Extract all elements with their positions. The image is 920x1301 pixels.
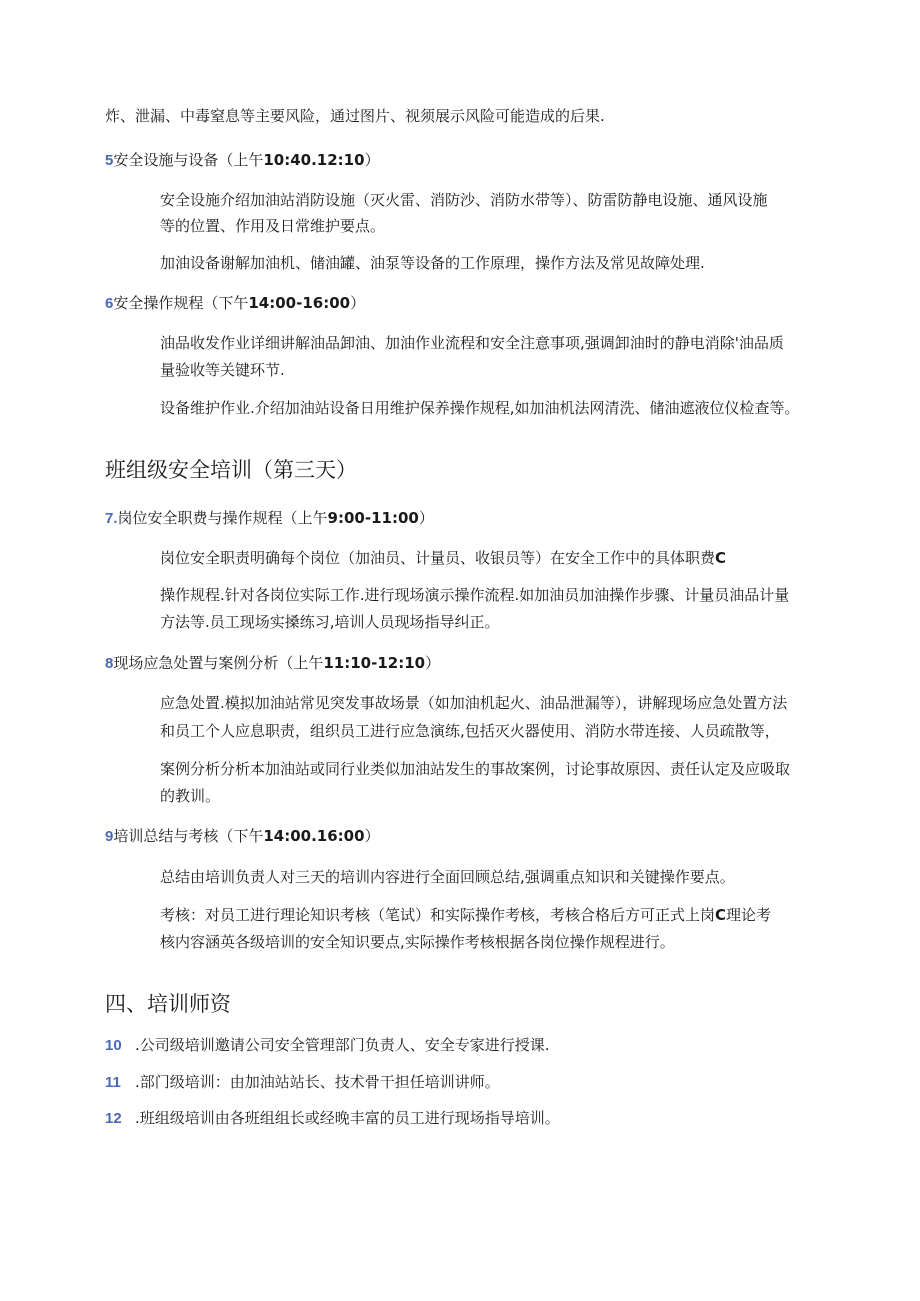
section-7-close: ） — [418, 509, 434, 527]
section-6-p2-line1: 设备维护作业.介绍加油站设备日用维护保养操作规程,如加油机法网清洗、储油遮液位仪检查等。 — [160, 399, 800, 417]
section-9-p2-text-c: 理论考 — [726, 906, 772, 924]
teacher-item-number: 10 — [105, 1037, 122, 1054]
section-7-p1-text: 岗位安全职责明确每个岗位（加油员、计量员、收银员等）在安全工作中的具体职费 — [160, 549, 716, 567]
intro-line: 炸、泄漏、中毒窒息等主要风险，通过图片、视须展示风险可能造成的后果. — [105, 107, 605, 125]
section-7-p1-end: C — [715, 549, 727, 567]
teacher-item-number: 12 — [105, 1110, 122, 1127]
section-7-heading — [105, 508, 434, 529]
section-7-p1-line1 — [160, 548, 726, 568]
section-5-number: 5 — [105, 152, 114, 169]
section-5-p1-line1: 安全设施介绍加油站消防设施（灭火雷、消防沙、消防水带等）、防雷防静电设施、通风设施 — [160, 191, 768, 209]
section-9-p2-text-b: C — [715, 906, 727, 924]
section-6-close: ） — [350, 294, 366, 312]
section-8-p2-line2: 的教训。 — [160, 787, 221, 805]
section-8-time: 11:10-12:10 — [323, 654, 426, 672]
teacher-item-text: .公司级培训邀请公司安全管理部门负责人、安全专家进行授课. — [135, 1036, 550, 1054]
section-5-time: 10:40.12:10 — [263, 151, 365, 169]
section-5-close: ） — [364, 151, 380, 169]
section-6-p1-line1: 油品收发作业详细讲解油品卸油、加油作业流程和安全注意事项,强调卸油时的静电消除'油品质 — [160, 334, 784, 352]
section-5-p1-line2: 等的位置、作用及日常维护要点。 — [160, 217, 386, 235]
section-6-p1-line2: 量验收等关键环节. — [160, 361, 285, 379]
section-8-p2-line1: 案例分析分析本加油站或同行业类似加油站发生的事故案例，讨论事故原因、责任认定及应吸取 — [160, 760, 791, 778]
teacher-item-number: 11 — [105, 1074, 121, 1091]
section-9-p2-line2: 核内容涵英各级培训的安全知识要点,实际操作考核根据各岗位操作规程进行。 — [160, 933, 675, 951]
section-6-number: 6 — [105, 295, 114, 312]
teacher-item — [105, 1035, 550, 1056]
section-9-title: 培训总结与考核（下午 — [113, 827, 264, 845]
section-6-title: 安全操作规程（下午 — [113, 294, 249, 312]
teacher-item — [105, 1108, 560, 1129]
section-8-number: 8 — [105, 655, 114, 672]
section-9-p1-line1: 总结由培训负责人对三天的培训内容进行全面回顾总结,强调重点知识和关键操作要点。 — [160, 868, 735, 886]
teacher-item-text: .班组级培训由各班组组长或经晚丰富的员工进行现场指导培训。 — [135, 1109, 560, 1127]
teachers-heading: 四、培训师资 — [105, 992, 231, 1016]
section-9-close: ） — [364, 827, 380, 845]
section-7-p2-line2: 方法等.员工现场实搡练习,培训人员现场指导纠正。 — [160, 613, 500, 631]
section-7-number: 7. — [105, 510, 118, 527]
section-9-time: 14:00.16:00 — [263, 827, 365, 845]
section-8-p1-line2: 和员工个人应息职责，组织员工进行应急演练,包括灭火器使用、消防水带连接、人员疏散等， — [160, 722, 780, 740]
section-7-p2-line1: 操作规程.针对各岗位实际工作.进行现场演示操作流程.如加油员加油操作步骤、计量员油品计量 — [160, 586, 790, 604]
teacher-item — [105, 1072, 500, 1093]
section-8-p1-line1: 应急处置.模拟加油站常见突发事故场景（如加油机起火、油品泄漏等），讲解现场应急处置方法 — [160, 694, 788, 712]
team-training-heading: 班组级安全培训（第三天） — [105, 458, 357, 482]
section-7-title: 岗位安全职费与操作规程（上午 — [117, 509, 328, 527]
section-9-number: 9 — [105, 828, 114, 845]
section-6-heading — [105, 293, 365, 314]
section-8-title: 现场应急处置与案例分析（上午 — [113, 654, 324, 672]
teacher-item-text: .部门级培训：由加油站站长、技术骨干担任培训讲师。 — [135, 1073, 500, 1091]
section-9-p2-line1 — [160, 905, 771, 925]
section-5-title: 安全设施与设备（上午 — [113, 151, 264, 169]
section-9-p2-text-a: 考核：对员工进行理论知识考核（笔试）和实际操作考核，考核合格后方可正式上岗 — [160, 906, 716, 924]
section-8-close: ） — [425, 654, 441, 672]
section-5-heading — [105, 150, 380, 171]
section-6-time: 14:00-16:00 — [248, 294, 351, 312]
section-7-time: 9:00-11:00 — [327, 509, 419, 527]
section-9-heading — [105, 826, 380, 847]
section-5-p2-line1: 加油设备谢解加油机、储油罐、油泵等设备的工作原理，操作方法及常见故障处理. — [160, 254, 705, 272]
section-8-heading — [105, 653, 440, 674]
